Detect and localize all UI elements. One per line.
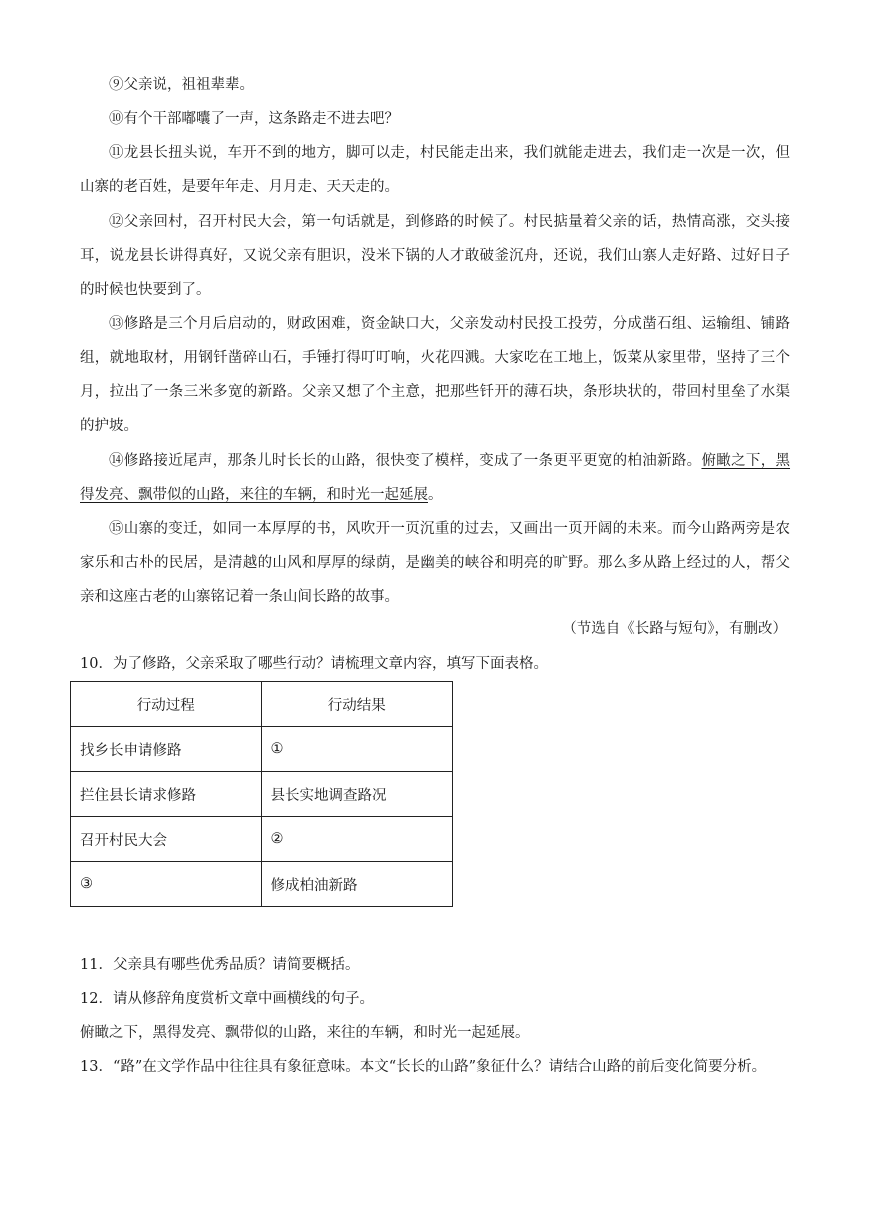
paragraph-15: ⑮山寨的变迁，如同一本厚厚的书，风吹开一页沉重的过去，又画出一页开阔的未来。而今山路两旁是农家乐和古朴的民居，是清越的山风和厚厚的绿荫，是幽美的峡谷和明亮的旷野。那么多从路上经过的人，帮父亲和这座古老的山寨铭记着一条山间长路的故事。 — [80, 521, 790, 605]
paragraph-12: ⑫父亲回村，召开村民大会，第一句话就是，到修路的时候了。村民掂量着父亲的话，热情高涨，交头接耳，说龙县长讲得真好，又说父亲有胆识，没米下锅的人才敢破釜沉舟，还说，我们山寨人走好路、过好日子的时候也快要到了。 — [80, 214, 790, 298]
paragraph-14-end: 。 — [428, 487, 443, 503]
question-12: 12．请从修辞角度赏析文章中画横线的句子。 — [80, 991, 374, 1007]
question-12-sentence: 俯瞰之下，黑得发亮、飘带似的山路，来往的车辆，和时光一起延展。 — [80, 1025, 530, 1041]
table-cell: 召开村民大会 — [71, 817, 262, 862]
question-11: 11．父亲具有哪些优秀品质？请简要概括。 — [80, 957, 360, 973]
table-cell: 拦住县长请求修路 — [71, 772, 262, 817]
paragraph-14-text: ⑭修路接近尾声，那条儿时长长的山路，很快变了模样，变成了一条更平更宽的柏油新路。 — [109, 453, 702, 469]
table-cell: 找乡长申请修路 — [71, 727, 262, 772]
answer-blank-2: ② — [261, 817, 453, 862]
table-header-process: 行动过程 — [71, 682, 262, 727]
answer-blank-3: ③ — [71, 862, 262, 907]
source-note: （节选自《长路与短句》，有删改） — [562, 621, 787, 637]
paragraph-10: ⑩有个干部嘟囔了一声，这条路走不进去吧？ — [109, 111, 399, 127]
table-row — [71, 772, 453, 817]
paragraph-11: ⑪龙县长扭头说，车开不到的地方，脚可以走，村民能走出来，我们就能走进去，我们走一次是一次，但山寨的老百姓，是要年年走、月月走、天天走的。 — [80, 145, 790, 195]
underlined-sentence: 俯瞰之下，黑得发亮、飘带似的山路，来往的车辆，和时光一起延展 — [80, 453, 791, 503]
action-table — [70, 681, 453, 907]
table-header-result: 行动结果 — [261, 682, 453, 727]
table-header-row — [71, 682, 453, 727]
table-cell: 县长实地调查路况 — [261, 772, 453, 817]
table-cell: 修成柏油新路 — [261, 862, 453, 907]
paragraph-9: ⑨父亲说，祖祖辈辈。 — [109, 77, 254, 93]
table-row — [71, 862, 453, 907]
paragraph-13: ⑬修路是三个月后启动的，财政困难，资金缺口大，父亲发动村民投工投劳，分成凿石组、运输组、铺路组，就地取材，用钢钎凿碎山石，手锤打得叮叮响，火花四溅。大家吃在工地上，饭菜从家里带，坚持了三个月，拉出了一条三米多宽的新路。父亲又想了个主意，把那些钎开的薄石块，条形块状的，带回村里垒了水渠的护坡。 — [80, 316, 790, 434]
answer-blank-1: ① — [261, 727, 453, 772]
table-row — [71, 727, 453, 772]
paragraph-14 — [80, 444, 790, 512]
question-13: 13．“路”在文学作品中往往具有象征意味。本文“长长的山路”象征什么？请结合山路的前后变化简要分析。 — [80, 1059, 767, 1075]
question-10: 10．为了修路，父亲采取了哪些行动？请梳理文章内容，填写下面表格。 — [80, 656, 548, 672]
table-row — [71, 817, 453, 862]
